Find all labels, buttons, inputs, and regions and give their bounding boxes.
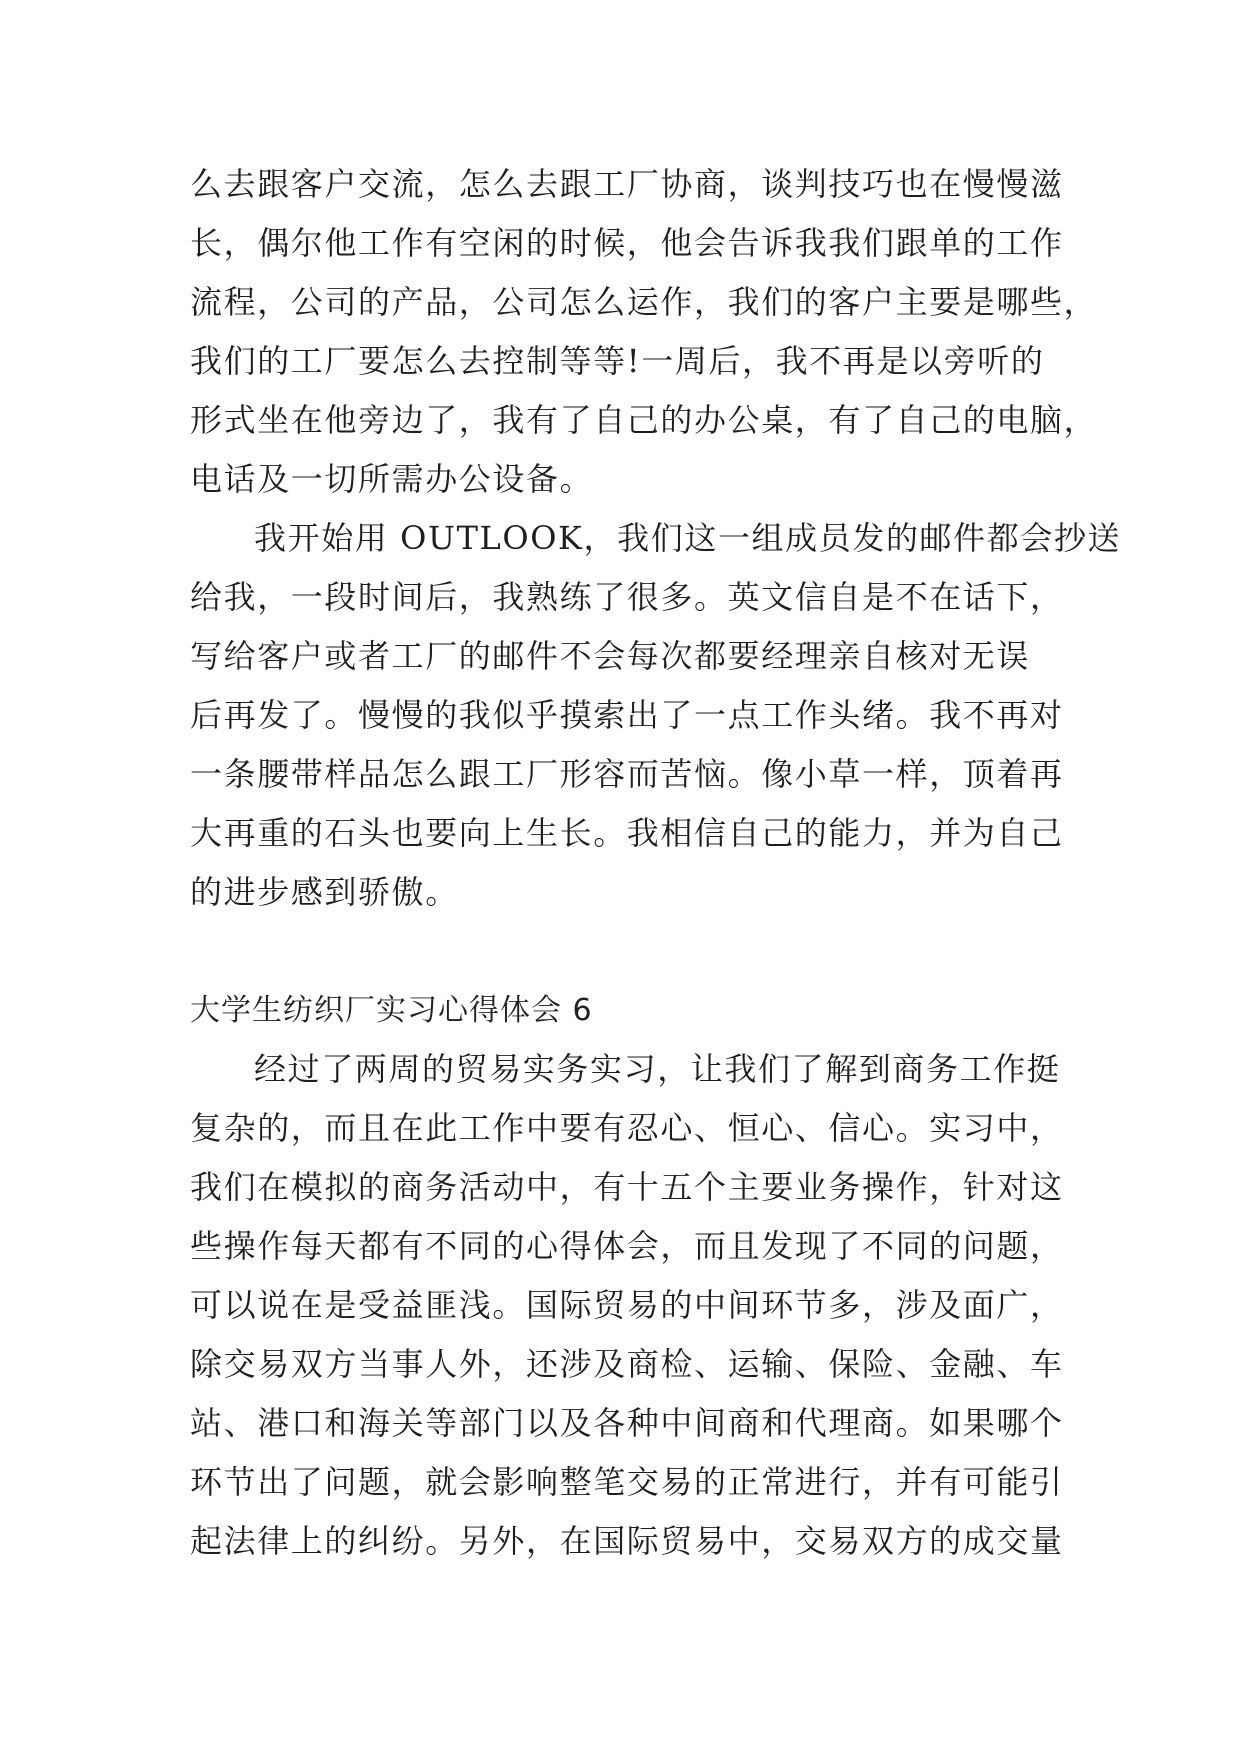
text-line: 经过了两周的贸易实务实习，让我们了解到商务工作挺 (254, 1050, 1061, 1088)
text-line: 么去跟客户交流，怎么去跟工厂协商，谈判技巧也在慢慢滋 (190, 165, 1064, 203)
paragraph-trade-practice (190, 1040, 1064, 1571)
text-line: 站、港口和海关等部门以及各种中间商和代理商。如果哪个 (190, 1404, 1064, 1442)
text-line: 些操作每天都有不同的心得体会，而且发现了不同的问题， (190, 1227, 1064, 1265)
text-line: 后再发了。慢慢的我似乎摸索出了一点工作头绪。我不再对 (190, 696, 1064, 734)
text-line: 起法律上的纠纷。另外，在国际贸易中，交易双方的成交量 (190, 1522, 1064, 1560)
text-line: 我们的工厂要怎么去控制等等!一周后，我不再是以旁听的 (190, 342, 1045, 380)
text-line: 长，偶尔他工作有空闲的时候，他会告诉我我们跟单的工作 (190, 224, 1064, 262)
text-line: 形式坐在他旁边了，我有了自己的办公桌，有了自己的电脑， (190, 401, 1098, 439)
paragraph-continued (190, 155, 1098, 509)
text-line: 电话及一切所需办公设备。 (190, 460, 594, 498)
text-line: 流程，公司的产品，公司怎么运作，我们的客户主要是哪些， (190, 283, 1098, 321)
text-line: 可以说在是受益匪浅。国际贸易的中间环节多，涉及面广， (190, 1286, 1064, 1324)
text-line: 除交易双方当事人外，还涉及商检、运输、保险、金融、车 (190, 1345, 1064, 1383)
text-line: 大再重的石头也要向上生长。我相信自己的能力，并为自己 (190, 814, 1064, 852)
text-line: 的进步感到骄傲。 (190, 873, 459, 911)
text-line: 复杂的，而且在此工作中要有忍心、恒心、信心。实习中， (190, 1109, 1064, 1147)
text-line: 我开始用 OUTLOOK，我们这一组成员发的邮件都会抄送 (254, 519, 1122, 557)
text-line: 一条腰带样品怎么跟工厂形容而苦恼。像小草一样，顶着再 (190, 755, 1064, 793)
text-line: 我们在模拟的商务活动中，有十五个主要业务操作，针对这 (190, 1168, 1064, 1206)
text-line: 写给客户或者工厂的邮件不会每次都要经理亲自核对无误 (190, 637, 1031, 675)
section-spacer (190, 922, 1050, 981)
document-body (190, 155, 1122, 1571)
text-line: 给我，一段时间后，我熟练了很多。英文信自是不在话下， (190, 578, 1064, 616)
section-heading: 大学生纺织厂实习心得体会 6 (190, 993, 593, 1028)
text-line: 环节出了问题，就会影响整笔交易的正常进行，并有可能引 (190, 1463, 1064, 1501)
paragraph-outlook (190, 509, 1122, 922)
